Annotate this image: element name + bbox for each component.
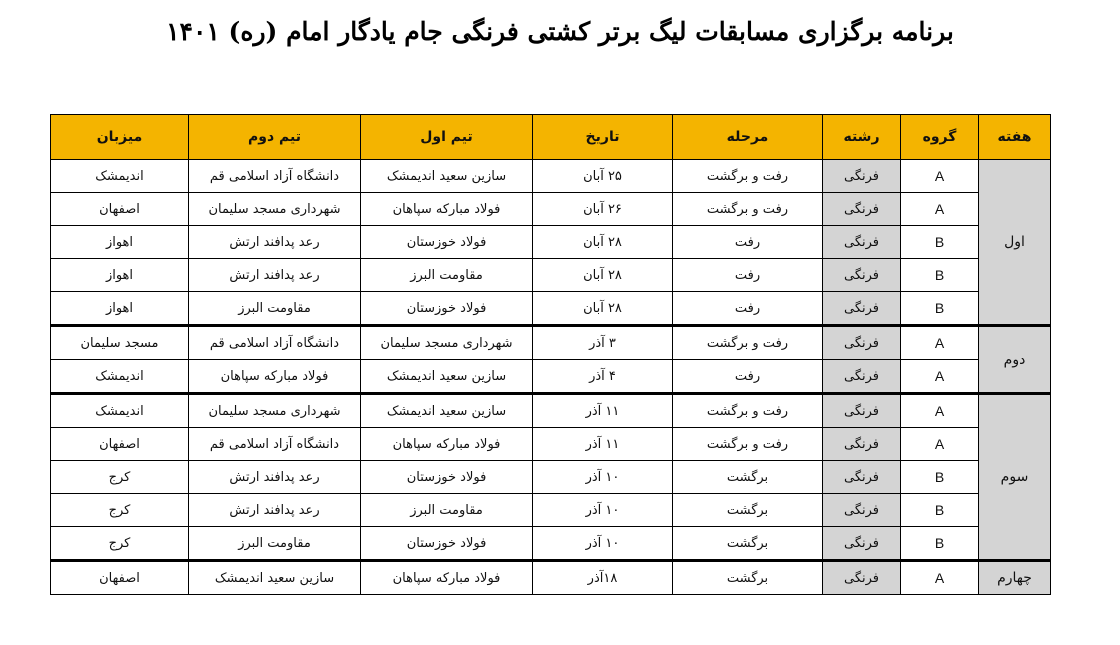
page-title: برنامه برگزاری مسابقات لیگ برتر کشتی فرنگی جام یادگار امام (ره) ۱۴۰۱ <box>166 17 954 46</box>
host-cell: کرج <box>51 494 189 527</box>
host-cell: کرج <box>51 527 189 561</box>
team2-cell: دانشگاه آزاد اسلامی قم <box>189 326 361 360</box>
team2-cell: دانشگاه آزاد اسلامی قم <box>189 160 361 193</box>
field-cell: فرنگی <box>823 292 901 326</box>
table-row <box>51 292 1051 326</box>
team2-cell: دانشگاه آزاد اسلامی قم <box>189 428 361 461</box>
table-row <box>51 394 1051 428</box>
host-cell: اصفهان <box>51 428 189 461</box>
stage-cell: رفت <box>673 360 823 394</box>
host-cell: اندیمشک <box>51 394 189 428</box>
week-cell: اول <box>979 160 1051 326</box>
stage-cell: رفت و برگشت <box>673 394 823 428</box>
field-cell: فرنگی <box>823 160 901 193</box>
host-cell: اهواز <box>51 292 189 326</box>
table-row <box>51 561 1051 595</box>
group-cell: A <box>901 394 979 428</box>
stage-cell: رفت <box>673 226 823 259</box>
date-cell: ۱۰ آذر <box>533 461 673 494</box>
table-row <box>51 428 1051 461</box>
team1-cell: مقاومت البرز <box>361 494 533 527</box>
date-cell: ۲۸ آبان <box>533 292 673 326</box>
group-cell: B <box>901 494 979 527</box>
team1-cell: فولاد مبارکه سپاهان <box>361 428 533 461</box>
field-cell: فرنگی <box>823 326 901 360</box>
team1-cell: فولاد مبارکه سپاهان <box>361 561 533 595</box>
team1-cell: فولاد خوزستان <box>361 461 533 494</box>
stage-cell: برگشت <box>673 461 823 494</box>
group-cell: A <box>901 160 979 193</box>
team2-cell: شهرداری مسجد سلیمان <box>189 394 361 428</box>
header-field: رشته <box>823 115 901 160</box>
date-cell: ۱۸آذر <box>533 561 673 595</box>
team2-cell: مقاومت البرز <box>189 527 361 561</box>
table-row <box>51 527 1051 561</box>
header-row <box>51 115 1051 160</box>
host-cell: اندیمشک <box>51 360 189 394</box>
date-cell: ۱۰ آذر <box>533 527 673 561</box>
group-cell: A <box>901 193 979 226</box>
group-cell: B <box>901 527 979 561</box>
date-cell: ۲۸ آبان <box>533 226 673 259</box>
week-cell: چهارم <box>979 561 1051 595</box>
group-cell: A <box>901 561 979 595</box>
table-row <box>51 360 1051 394</box>
team2-cell: فولاد مبارکه سپاهان <box>189 360 361 394</box>
team2-cell: رعد پدافند ارتش <box>189 226 361 259</box>
host-cell: اصفهان <box>51 561 189 595</box>
group-cell: B <box>901 259 979 292</box>
header-stage: مرحله <box>673 115 823 160</box>
header-group: گروه <box>901 115 979 160</box>
table-row <box>51 193 1051 226</box>
team2-cell: شهرداری مسجد سلیمان <box>189 193 361 226</box>
table-row <box>51 226 1051 259</box>
field-cell: فرنگی <box>823 494 901 527</box>
team1-cell: شهرداری مسجد سلیمان <box>361 326 533 360</box>
host-cell: اندیمشک <box>51 160 189 193</box>
group-cell: A <box>901 360 979 394</box>
header-date: تاریخ <box>533 115 673 160</box>
schedule-body <box>51 160 1051 595</box>
field-cell: فرنگی <box>823 360 901 394</box>
team2-cell: مقاومت البرز <box>189 292 361 326</box>
field-cell: فرنگی <box>823 428 901 461</box>
table-row <box>51 494 1051 527</box>
stage-cell: برگشت <box>673 561 823 595</box>
stage-cell: رفت <box>673 259 823 292</box>
date-cell: ۲۶ آبان <box>533 193 673 226</box>
date-cell: ۱۱ آذر <box>533 428 673 461</box>
stage-cell: برگشت <box>673 527 823 561</box>
stage-cell: رفت و برگشت <box>673 326 823 360</box>
host-cell: مسجد سلیمان <box>51 326 189 360</box>
host-cell: اصفهان <box>51 193 189 226</box>
stage-cell: رفت و برگشت <box>673 160 823 193</box>
host-cell: اهواز <box>51 259 189 292</box>
group-cell: A <box>901 326 979 360</box>
stage-cell: رفت و برگشت <box>673 428 823 461</box>
schedule-table <box>50 114 1051 595</box>
team1-cell: فولاد مبارکه سپاهان <box>361 193 533 226</box>
date-cell: ۱۰ آذر <box>533 494 673 527</box>
header-week: هفته <box>979 115 1051 160</box>
field-cell: فرنگی <box>823 527 901 561</box>
field-cell: فرنگی <box>823 461 901 494</box>
header-team1: تیم اول <box>361 115 533 160</box>
group-cell: B <box>901 461 979 494</box>
date-cell: ۳ آذر <box>533 326 673 360</box>
team2-cell: رعد پدافند ارتش <box>189 461 361 494</box>
team2-cell: رعد پدافند ارتش <box>189 259 361 292</box>
team1-cell: مقاومت البرز <box>361 259 533 292</box>
date-cell: ۴ آذر <box>533 360 673 394</box>
header-host: میزبان <box>51 115 189 160</box>
field-cell: فرنگی <box>823 259 901 292</box>
date-cell: ۲۵ آبان <box>533 160 673 193</box>
group-cell: A <box>901 428 979 461</box>
header-team2: تیم دوم <box>189 115 361 160</box>
table-row <box>51 259 1051 292</box>
date-cell: ۲۸ آبان <box>533 259 673 292</box>
host-cell: کرج <box>51 461 189 494</box>
week-cell: دوم <box>979 326 1051 394</box>
team2-cell: رعد پدافند ارتش <box>189 494 361 527</box>
field-cell: فرنگی <box>823 561 901 595</box>
table-row <box>51 160 1051 193</box>
field-cell: فرنگی <box>823 226 901 259</box>
stage-cell: برگشت <box>673 494 823 527</box>
date-cell: ۱۱ آذر <box>533 394 673 428</box>
team1-cell: فولاد خوزستان <box>361 527 533 561</box>
team1-cell: فولاد خوزستان <box>361 226 533 259</box>
stage-cell: رفت و برگشت <box>673 193 823 226</box>
host-cell: اهواز <box>51 226 189 259</box>
table-row <box>51 461 1051 494</box>
table-row <box>51 326 1051 360</box>
field-cell: فرنگی <box>823 394 901 428</box>
week-cell: سوم <box>979 394 1051 561</box>
team1-cell: فولاد خوزستان <box>361 292 533 326</box>
team1-cell: سازین سعید اندیمشک <box>361 160 533 193</box>
stage-cell: رفت <box>673 292 823 326</box>
group-cell: B <box>901 292 979 326</box>
team2-cell: سازین سعید اندیمشک <box>189 561 361 595</box>
field-cell: فرنگی <box>823 193 901 226</box>
group-cell: B <box>901 226 979 259</box>
team1-cell: سازین سعید اندیمشک <box>361 394 533 428</box>
team1-cell: سازین سعید اندیمشک <box>361 360 533 394</box>
